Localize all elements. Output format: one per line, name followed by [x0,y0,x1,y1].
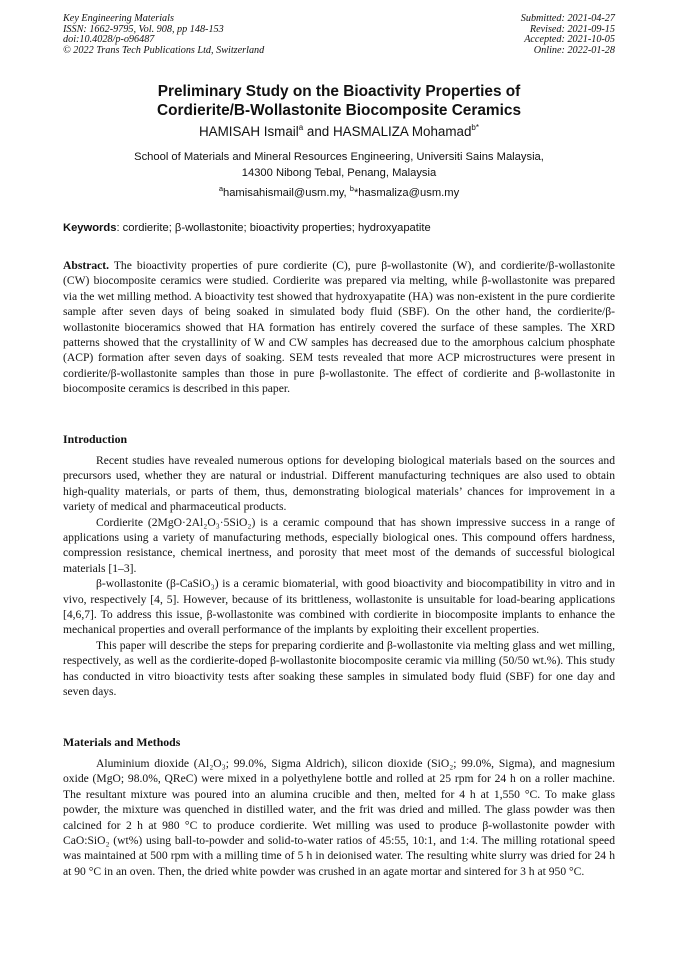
abstract [63,258,615,397]
author-1: HAMISAH Ismail [199,124,299,139]
email-b-mark: b [349,184,354,193]
journal-name: Key Engineering Materials [63,13,174,24]
affiliation-line-2: 14300 Nibong Tebal, Penang, Malaysia [241,166,437,179]
email-a: hamisahismail@usm.my, [222,187,350,199]
methods-heading: Materials and Methods [63,735,181,749]
abstract-text: The bioactivity properties of pure cordierite (C), pure β-wollastonite (W), and cordierite/β-wollastonite (CW) biocomposite ceramics were studied. Cordierite was prepared via melting, while β-wollastonite was prepared via the wet milling method. A bioactivity test showed that hydroxyapatite (HA) was non-existent in the pure cordierite sample after seven days of being soaked in simulated body fluid (SBF). On the other hand, the cordierite/β-wollastonite bioceramics showed that HA formation has entirely covered the surface of these samples. The XRD patterns showed that the crystallinity of W and CW samples has decreased due to the amorphous calcium phosphate (ACP) formation after seven days of soaking. SEM tests revealed that more ACP microstructures were present in cordierite/β-wollastonite samples than those in pure β-wollastonite. The effect of cordierite and β-wollastonite in biocomposite ceramics is described in this paper. [63,259,615,396]
doi: doi:10.4028/p-o96487 [63,34,155,46]
author-list [40,124,638,140]
issn-volume: ISSN: 1662-9795, Vol. 908, pp 148-153 [63,23,224,35]
affiliation [60,150,618,181]
author-2-affiliation-mark: b* [471,123,479,132]
intro-paragraph-1: Recent studies have revealed numerous options for developing biological materials based on the sources and precursors used, whether they are natural or industrial. Different manufacturing techniques are also used to obtain high-quality materials, or parts of them, thus, demonstrating biological materials’ chances for improvement in a variety of medical and pharmaceutical products. [63,454,615,514]
author-connector: and [303,124,333,139]
copyright: © 2022 Trans Tech Publications Ltd, Switzerland [63,44,265,56]
email-a-mark: a [218,184,223,193]
keywords [63,221,615,235]
submitted-date: Submitted: 2021-04-27 [520,13,615,24]
methods-section [63,756,615,879]
keywords-text: : cordierite; β-wollastonite; bioactivity properties; hydroxyapatite [116,222,431,234]
journal-info-header [63,14,264,56]
email-b: *hasmaliza@usm.my [353,187,460,199]
title-line-1: Preliminary Study on the Bioactivity Properties of [157,83,521,100]
introduction-section [63,453,615,700]
online-date: Online: 2022-01-28 [533,44,615,56]
intro-paragraph-4: This paper will describe the steps for preparing cordierite and β-wollastonite via melting glass and wet milling, respectively, as well as the cordierite-doped β-wollastonite biocomposite ceramic via milling (50/50 wt.%). This study has conducted in vitro bioactivity tests after soaking these samples in simulated body fluid (SBF) for one day and seven days. [63,638,615,699]
methods-paragraph-1: Aluminium dioxide (Al₂O₃; 99.0%, Sigma Aldrich), silicon dioxide (SiO₂; 99.0%, Sigma), and magnesium oxide (MgO; 98.0%, QReC) were mixed in a polyethylene bottle and rolled at 25 rpm for 24 h on a roller machine. The resultant mixture was poured into an alumina crucible and then, melted for 4 h at 1,550 °C. To make glass powder, the mixture was quenched in distilled water, and the frit was dried and milled. The glass powder was then calcined for 2 h at 980 °C to produce cordierite. Wet milling was used to produce β-wollastonite powder with CaO:SiO₂ (wt%) using ball-to-powder and solid-to-water ratios of 45:55, 10:1, and 1:4. The milling rotational speed was maintained at 500 rpm with a milling time of 5 h in deionised water. The resulting white slurry was dried for 24 h at 90 °C in an oven. Then, the dried white powder was crushed in an agate mortar and sintered for 3 h at 950 °C. [63,757,615,878]
intro-paragraph-2: Cordierite (2MgO·2Al₂O₃·5SiO₂) is a ceramic compound that has shown impressive success in a range of applications using a variety of manufacturing methods, especially biological ones. This compound offers hardness, compression resistance, chemical inertness, and porosity that meet most of the demands of successful biological materials [1–3]. [63,515,615,575]
author-1-affiliation-mark: a [298,123,304,132]
affiliation-line-1: School of Materials and Mineral Resources Engineering, Universiti Sains Malaysia, [134,151,544,163]
dates-header [521,14,615,56]
introduction-heading: Introduction [63,432,128,446]
abstract-label: Abstract. [63,259,110,272]
revised-date: Revised: 2021-09-15 [529,23,615,35]
author-2: HASMALIZA Mohamad [332,124,472,139]
accepted-date: Accepted: 2021-10-05 [524,34,615,46]
intro-paragraph-3: β-wollastonite (β-CaSiO₃) is a ceramic biomaterial, with good bioactivity and biocompatibility in vitro and in vivo, respectively [4, 5]. However, because of its brittleness, wollastonite is unsuitable for load-bearing applications [4,6,7]. To address this issue, β-wollastonite was combined with cordierite in biocomposite implants to enhance the mechanical properties and overall performance of the implants by exploiting their excellent properties. [63,577,615,637]
author-emails [60,186,618,200]
paper-title [40,82,638,120]
keywords-label: Keywords [63,222,117,234]
title-line-2: Cordierite/B-Wollastonite Biocomposite Ceramics [156,102,522,119]
abstract-paragraph [63,258,615,397]
